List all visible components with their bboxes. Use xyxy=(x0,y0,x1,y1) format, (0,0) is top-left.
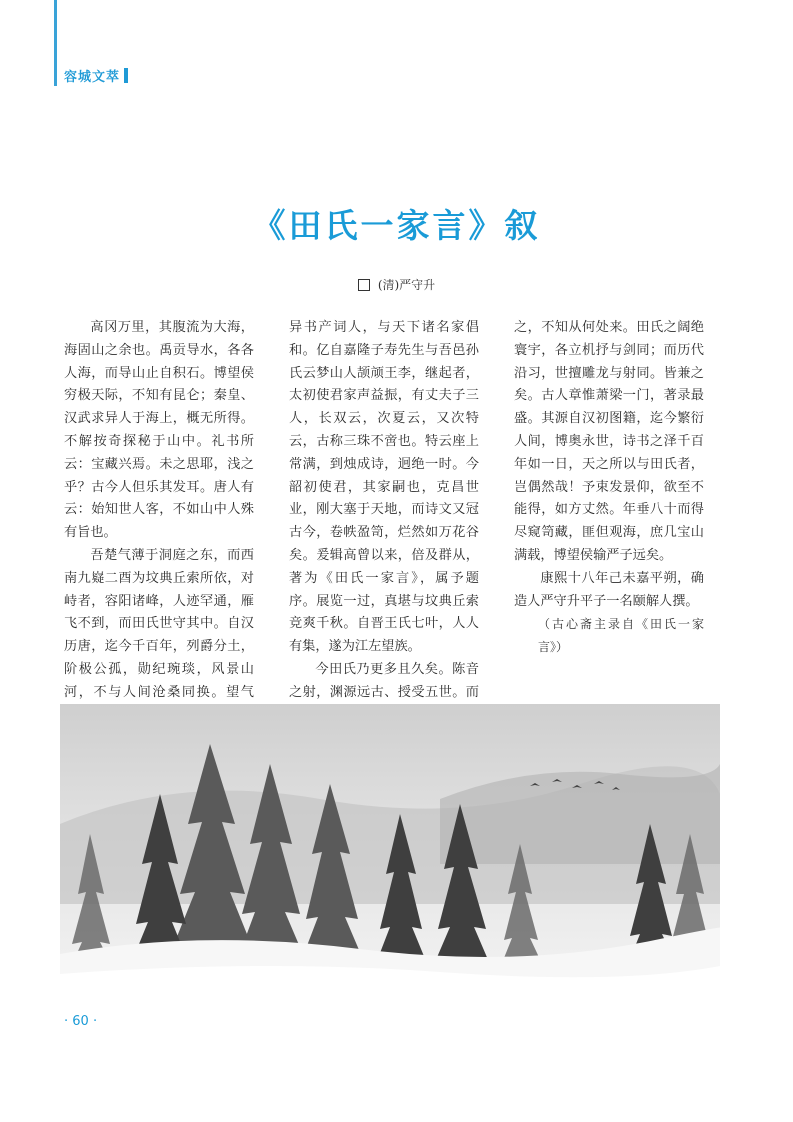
text-column-2 xyxy=(289,317,479,750)
byline-box-icon xyxy=(358,279,370,291)
side-accent-rule xyxy=(54,0,57,86)
text-column-1 xyxy=(64,317,254,750)
section-tag xyxy=(64,66,128,85)
article-title: 《田氏一家言》叙 xyxy=(252,206,541,245)
paragraph: 今田氏乃更多且久矣。陈音之射，渊源远古、授受五世。而 xyxy=(289,661,479,700)
source-note: （古心斋主录自《田氏一家言》） xyxy=(538,617,704,655)
snow-landscape-painting xyxy=(60,704,720,1000)
page-number: · 60 · xyxy=(64,1014,98,1029)
text-column-3 xyxy=(514,317,704,659)
paragraph: 之，不知从何处来。田氏之阔绝寰宇，各立机抒与剑同；而历代沿习，世擅雕龙与射同。皆兼之矣。古人章惟萧梁一门，著录最盛。其源自汉初图籍，迄今繁衍人间，博奥永世，诗书之泽千百年如一日，天之所以与田氏者，岂偶然哉！予束发景仰，欲至不能得，如方丈然。年垂八十而得尽窥笥藏，匪但观海，庶几宝山满载，博望侯输严子远矣。 xyxy=(514,320,704,563)
paragraph-dateline: 康熙十八年己未嘉平朔，确造人严守升平子一名颐解人撰。 xyxy=(514,570,704,609)
paragraph: 吾楚气薄于洞庭之东，而西南九嶷二酉为坟典丘索所依，对峙者，容阳诸峰，人迹罕通，雁飞不到，而田氏世守其中。自汉历唐，迄今千百年，列爵分土，阶极公孤，勋纪琬琰，风景山河，不与人间沧桑同换。望气 xyxy=(64,547,254,700)
byline-author: (清)严守升 xyxy=(377,278,436,292)
section-tag-bar xyxy=(124,68,128,83)
article-byline xyxy=(0,276,793,293)
paragraph: 异书产词人，与天下诸名家倡和。亿自嘉隆子寿先生与吾邑孙氏云梦山人颉颃王李，继起者，太初使君家声益振，有丈夫子三人，长双云，次夏云，又次特云，古称三珠不啻也。特云座上常满，到烛成诗，迥绝一时。今韶初使君，其家嗣也，克昌世业，刚大塞于天地，而诗文又冠古今，卷帙盈笥，烂然如万花谷矣。爰辑高曾以来，倍及群从，著为《田氏一家言》，属予题序。展览一过，真堪与坟典丘索竞爽千秋。自晋王氏七叶，人人有集，遂为江左望族。 xyxy=(289,320,479,655)
section-tag-label: 容城文萃 xyxy=(64,70,121,85)
paragraph: 高冈万里，其腹流为大海，海固山之余也。禹贡导水，各各人海，而导山止自积石。博望侯穷极天际，不知有昆仑；秦皇、汉武求异人于海上，概无所得。不解按奇探秘于山中。礼书所云：宝藏兴焉。未之思耶，浅之乎？古今人但乐其发耳。唐人有云：始知世人客，不如山中人殊有旨也。 xyxy=(64,320,254,541)
